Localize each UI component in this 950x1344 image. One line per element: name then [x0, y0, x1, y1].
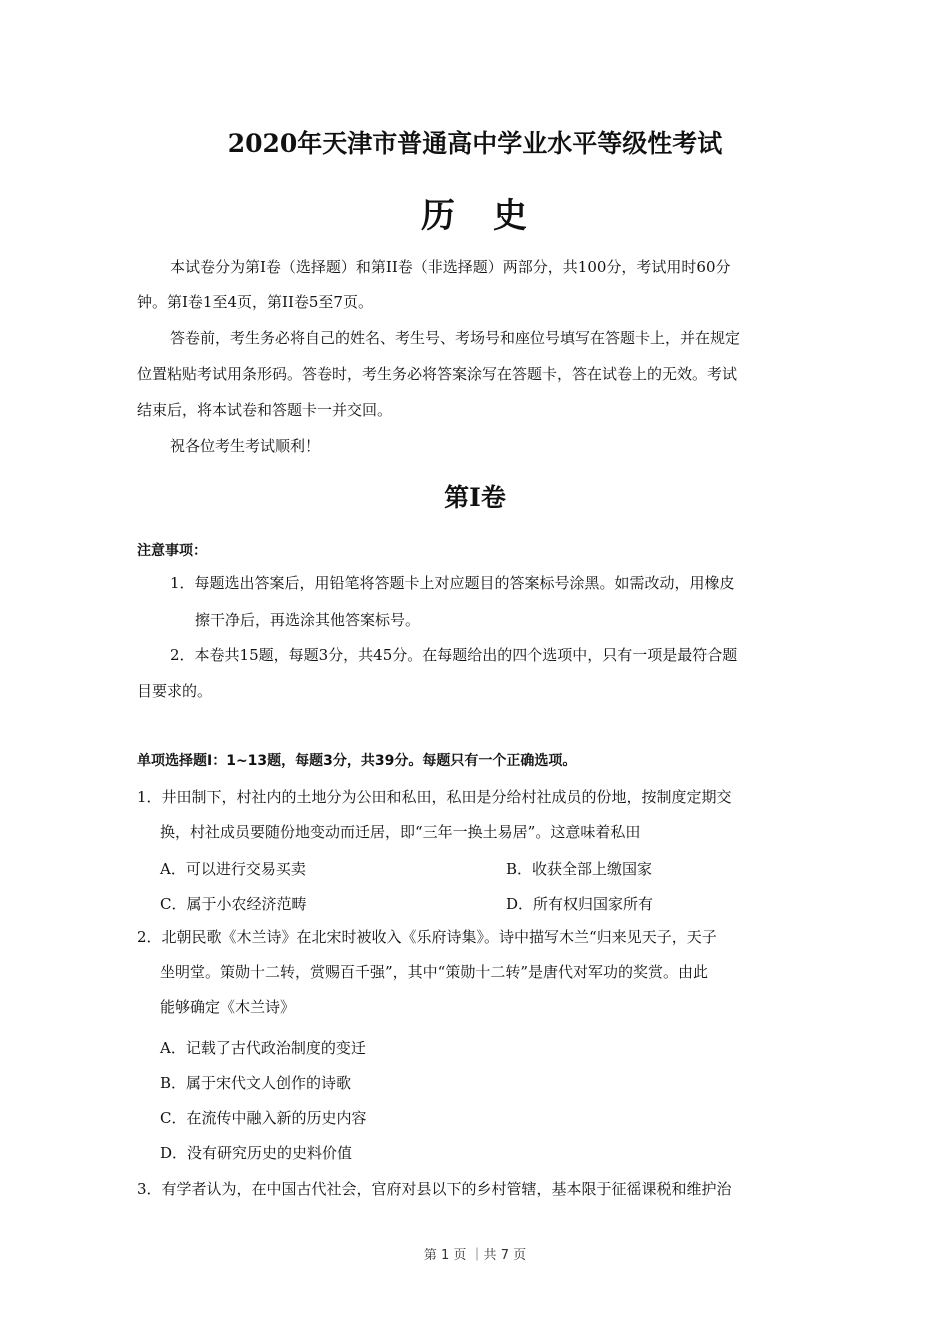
notice-label: 注意事项： [137, 543, 207, 559]
subject-char-1: 历 [421, 196, 457, 236]
intro-paragraph-2-line-3: 结束后，将本试卷和答题卡一并交回。 [137, 401, 393, 419]
question-3-line-1: 3．有学者认为，在中国古代社会，官府对县以下的乡村管辖，基本限于征徭课税和维护治 [137, 1180, 732, 1198]
question-2-option-a: A．记载了古代政治制度的变迁 [160, 1039, 366, 1057]
intro-paragraph-2-line-2: 位置粘贴考试用条形码。答卷时，考生务必将答案涂写在答题卡，答在试卷上的无效。考试 [137, 365, 738, 383]
question-1-option-d: D．所有权归国家所有 [506, 895, 654, 913]
note-2-line-1: 2．本卷共15题，每题3分，共45分。在每题给出的四个选项中，只有一项是最符合题 [170, 646, 738, 664]
page-footer: 第 1 页 ｜共 7 页 [423, 1248, 527, 1263]
exam-title: 2020年天津市普通高中学业水平等级性考试 [227, 129, 723, 158]
question-2-option-c: C．在流传中融入新的历史内容 [160, 1109, 367, 1127]
question-1-option-c: C．属于小农经济范畴 [160, 895, 307, 913]
question-2-line-2: 坐明堂。策勋十二转，赏赐百千强”，其中“策勋十二转”是唐代对军功的奖赏。由此 [160, 963, 709, 981]
note-1-line-2: 擦干净后，再选涂其他答案标号。 [195, 611, 421, 629]
intro-paragraph-1-line-1: 本试卷分为第I卷（选择题）和第II卷（非选择题）两部分，共100分，考试用时60分 [170, 258, 731, 276]
intro-paragraph-2-line-1: 答卷前，考生务必将自己的姓名、考生号、考场号和座位号填写在答题卡上，并在规定 [170, 329, 741, 347]
question-2-line-1: 2．北朝民歌《木兰诗》在北宋时被收入《乐府诗集》。诗中描写木兰“归来见天子，天子 [137, 928, 717, 946]
question-2-line-3: 能够确定《木兰诗》 [160, 998, 296, 1016]
part-heading: 单项选择题I：1~13题，每题3分，共39分。每题只有一个正确选项。 [137, 753, 577, 769]
question-1-option-b: B．收获全部上缴国家 [506, 860, 653, 878]
question-2-option-b: B．属于宋代文人创作的诗歌 [160, 1074, 352, 1092]
question-1-option-a: A．可以进行交易买卖 [160, 860, 306, 878]
note-1-line-1: 1．每题选出答案后，用铅笔将答题卡上对应题目的答案标号涂黑。如需改动，用橡皮 [170, 574, 735, 592]
section-title: 第I卷 [444, 483, 506, 512]
subject-char-2: 史 [493, 196, 529, 236]
question-2-option-d: D．没有研究历史的史料价值 [160, 1144, 353, 1162]
note-2-line-2: 目要求的。 [137, 682, 213, 700]
intro-paragraph-3: 祝各位考生考试顺利！ [170, 437, 321, 455]
subject-title [0, 188, 950, 237]
question-1-line-2: 换，村社成员要随份地变动而迁居，即“三年一换土易居”。这意味着私田 [160, 823, 641, 841]
question-1-line-1: 1．井田制下，村社内的土地分为公田和私田，私田是分给村社成员的份地，按制度定期交 [137, 788, 732, 806]
intro-paragraph-1-line-2: 钟。第I卷1至4页，第II卷5至7页。 [137, 293, 373, 311]
